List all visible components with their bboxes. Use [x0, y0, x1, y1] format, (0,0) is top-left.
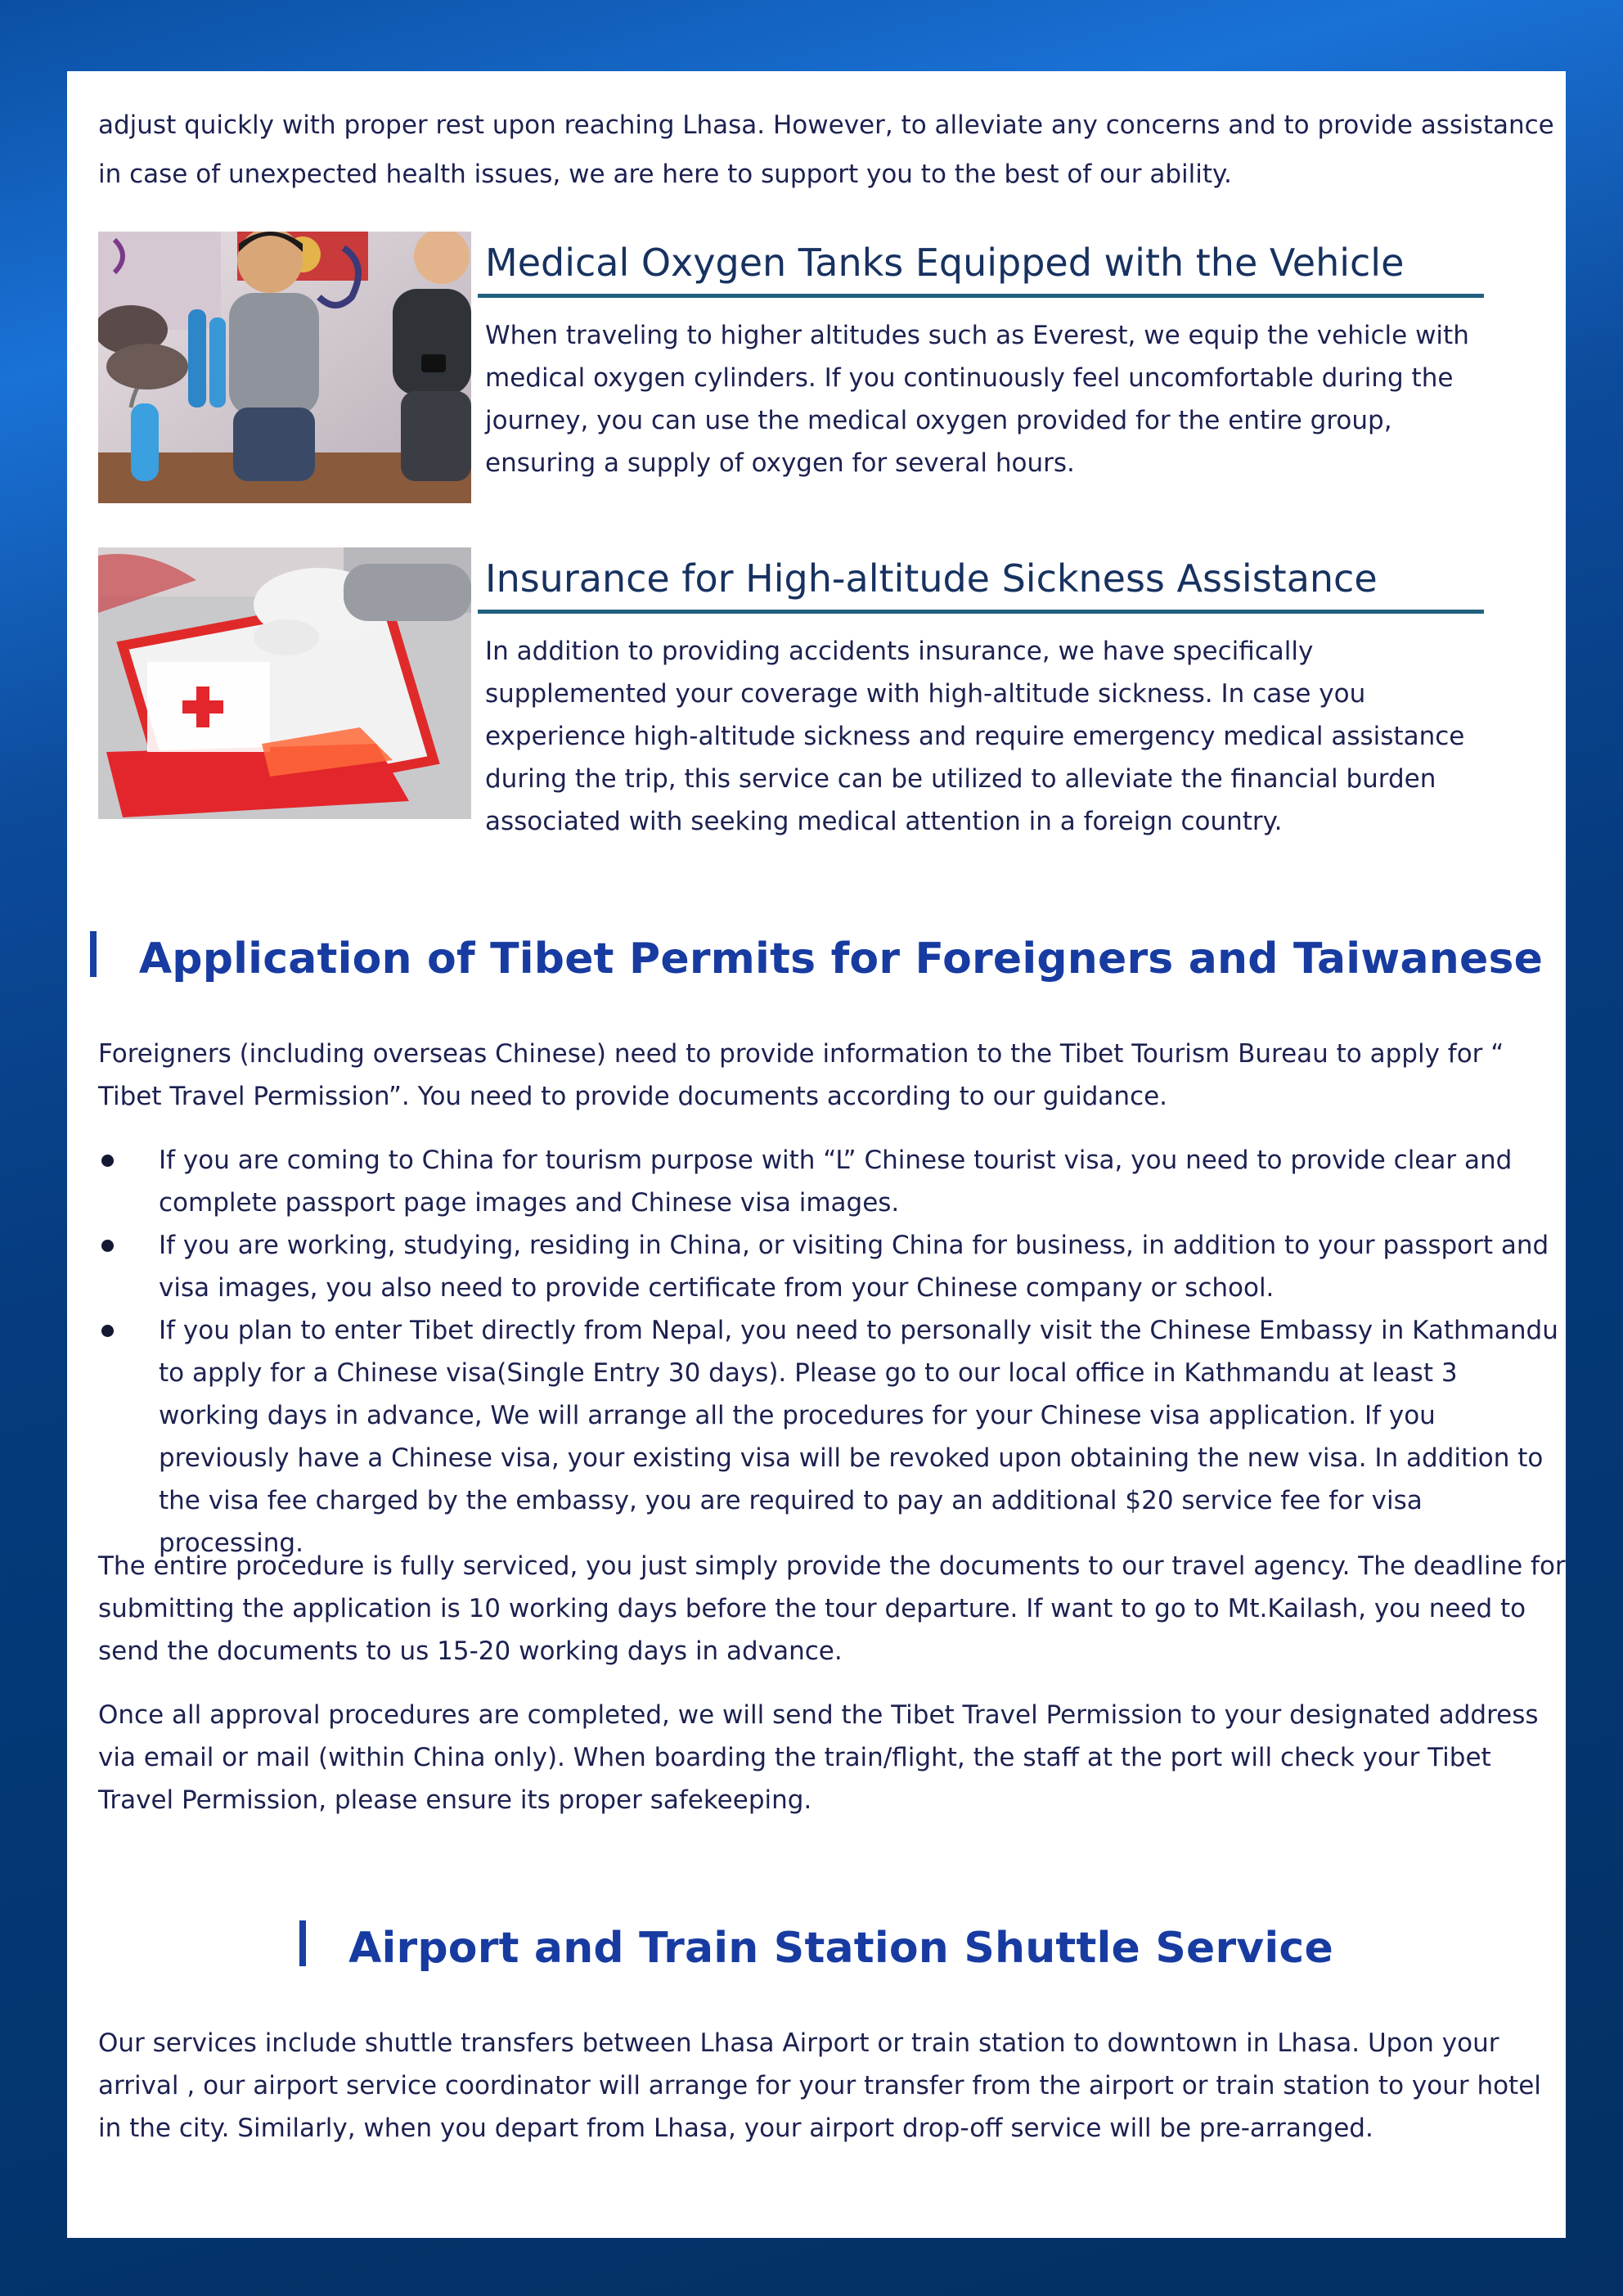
- bullet-icon: [101, 1155, 114, 1167]
- feature-insurance-title: Insurance for High-altitude Sickness Assistance: [485, 556, 1378, 601]
- permits-approval: Once all approval procedures are completed, we will send the Tibet Travel Permission to your designated address via email or mail (within China only). When boarding the train/flight, the staff at the port will check your Tibet Travel Permission, please ensure its proper safekeeping.: [98, 1700, 1539, 1815]
- feature-oxygen-title: Medical Oxygen Tanks Equipped with the Vehicle: [485, 241, 1405, 285]
- intro-paragraph: adjust quickly with proper rest upon reaching Lhasa. However, to alleviate any concerns and to provide assistance in case of unexpected health issues, we are here to support you to the best of our ability.: [98, 110, 1554, 189]
- feature-insurance-content: [485, 547, 1484, 843]
- list-item: [98, 1309, 1562, 1564]
- shuttle-heading: [67, 1924, 1566, 1973]
- list-item-text: If you are working, studying, residing in China, or visiting China for business, in addition to your passport and visa images, you also need to provide certificate from your Chinese company or school.: [159, 1231, 1549, 1303]
- heading-bar-marker: [90, 931, 97, 977]
- permits-bullet-list: [98, 1139, 1562, 1564]
- feature-oxygen-text: When traveling to higher altitudes such as Everest, we equip the vehicle with medical oxygen cylinders. If you continuously feel uncomfortable during the journey, you can use the medical oxygen provided for the entire group, ensuring a supply of oxygen for several hours.: [485, 321, 1469, 478]
- permits-heading: [67, 934, 1566, 984]
- permits-intro: Foreigners (including overseas Chinese) need to provide information to the Tibet Tourism Bureau to apply for “ Tibet Travel Permission”. You need to provide documents according to our guidance.: [98, 1039, 1504, 1111]
- travelers-with-oxygen-cylinders-photo: [98, 232, 471, 503]
- list-item: [98, 1139, 1562, 1224]
- document-page: [67, 71, 1566, 2238]
- feature-oxygen: [98, 232, 1562, 506]
- feature-insurance-text: In addition to providing accidents insurance, we have specifically supplemented your coverage with high-altitude sickness. In case you experience high-altitude sickness and require emergency medical assistance during the trip, this service can be utilized to alleviate the financial burden associated with seeking medical attention in a foreign country.: [485, 637, 1465, 836]
- permits-procedure: The entire procedure is fully serviced, you just simply provide the documents to our travel agency. The deadline for submitting the application is 10 working days before the tour departure. If want to go to Mt.Kailash, you need to send the documents to us 15-20 working days in advance.: [98, 1551, 1566, 1666]
- list-item-text: If you plan to enter Tibet directly from Nepal, you need to personally visit the Chinese Embassy in Kathmandu to apply for a Chinese visa(Single Entry 30 days). Please go to our local office in Kathmandu at least 3 working days in advance, We will arrange all the procedures for your Chinese visa application. If you previously have a Chinese visa, your existing visa will be revoked upon obtaining the new visa. In addition to the visa fee charged by the embassy, you are required to pay an additional $20 service fee for visa processing.: [159, 1316, 1558, 1558]
- feature-insurance-divider: [478, 610, 1484, 614]
- first-aid-kit-photo: [98, 547, 471, 819]
- bullet-icon: [101, 1240, 114, 1252]
- feature-insurance: [98, 547, 1562, 836]
- heading-bar-marker: [299, 1920, 306, 1966]
- list-item-text: If you are coming to China for tourism purpose with “L” Chinese tourist visa, you need to provide clear and complete passport page images and Chinese visa images.: [159, 1146, 1513, 1218]
- permits-heading-title: Application of Tibet Permits for Foreigners and Taiwanese: [138, 934, 1544, 984]
- list-item: [98, 1224, 1562, 1309]
- bullet-icon: [101, 1325, 114, 1337]
- shuttle-text: Our services include shuttle transfers between Lhasa Airport or train station to downtown in Lhasa. Upon your arrival , our airport service coordinator will arrange for your transfer from the airport or train station to your hotel in the city. Similarly, when you depart from Lhasa, your airport drop-off service will be pre-arranged.: [98, 2028, 1541, 2143]
- feature-oxygen-divider: [478, 294, 1484, 298]
- shuttle-heading-title: Airport and Train Station Shuttle Service: [348, 1924, 1333, 1973]
- feature-oxygen-content: [485, 232, 1484, 484]
